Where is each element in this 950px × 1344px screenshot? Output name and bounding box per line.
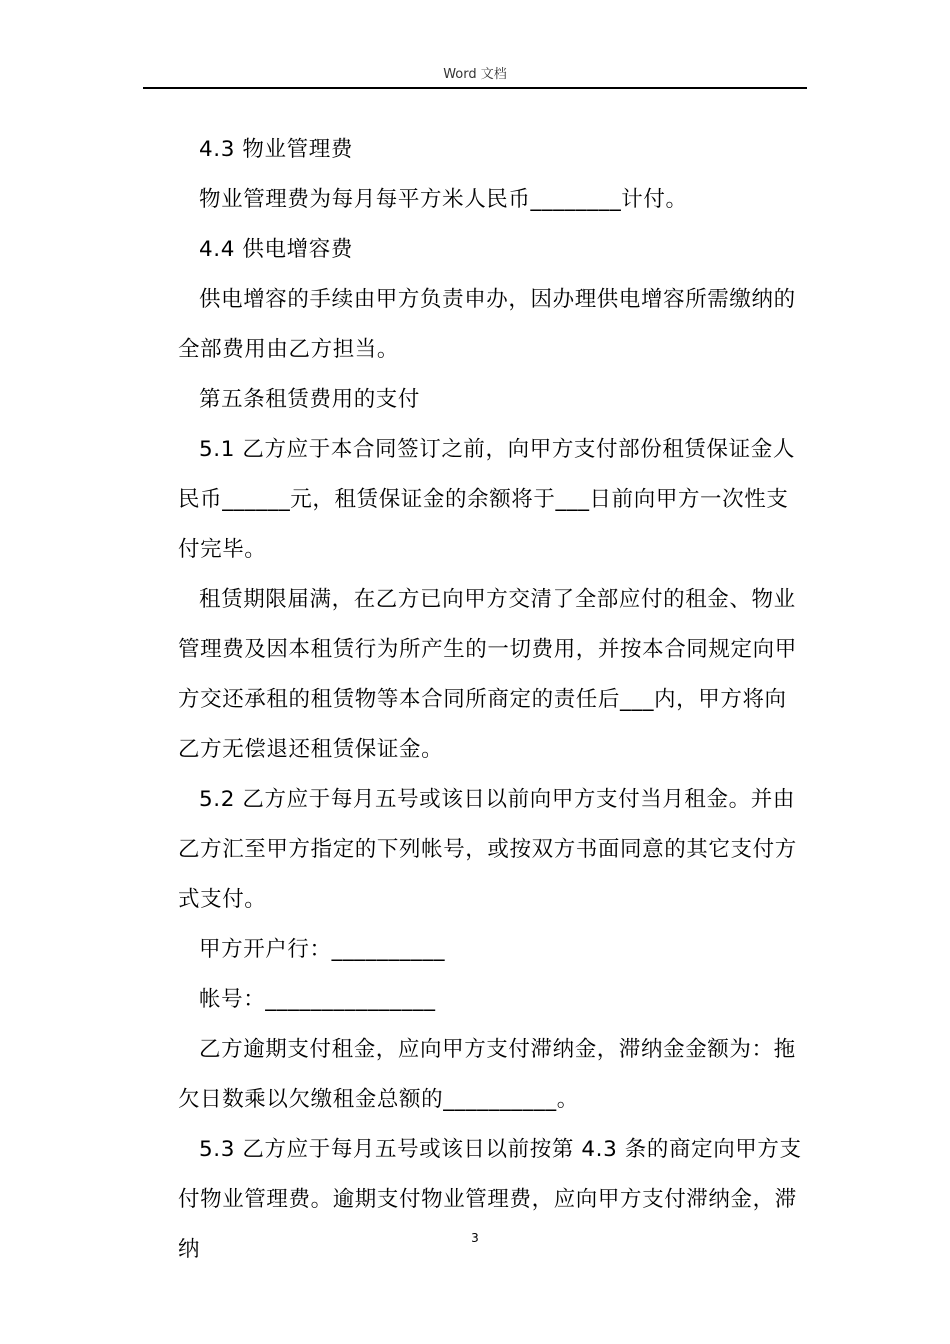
article-heading-5: 第五条租赁费用的支付 xyxy=(199,387,421,412)
header-divider xyxy=(143,87,807,89)
paragraph-power-capacity: 供电增容的手续由甲方负责申办，因办理供电增容所需缴纳的全部费用由乙方担当。 xyxy=(178,287,796,362)
section-heading-4-3: 4.3 物业管理费 xyxy=(199,137,353,162)
paragraph-5-3: 5.3 乙方应于每月五号或该日以前按第 4.3 条的商定向甲方支付物业管理费。逾期支付物业管理费，应向甲方支付滞纳金，滞纳 xyxy=(178,1137,802,1262)
paragraph-late-fee: 乙方逾期支付租金，应向甲方支付滞纳金，滞纳金金额为：拖欠日数乘以欠缴租金总额的__________。 xyxy=(178,1037,796,1112)
paragraph-property-fee: 物业管理费为每月每平方米人民币________计付。 xyxy=(199,187,688,212)
document-body xyxy=(178,125,808,1275)
paragraph-deposit-refund: 租赁期限届满，在乙方已向甲方交清了全部应付的租金、物业管理费及因本租赁行为所产生的一切费用，并按本合同规定向甲方交还承租的租赁物等本合同所商定的责任后___内，甲方将向乙方无偿退还租赁保证金。 xyxy=(178,587,797,762)
paragraph-5-2: 5.2 乙方应于每月五号或该日以前向甲方支付当月租金。并由乙方汇至甲方指定的下列帐号，或按双方书面同意的其它支付方式支付。 xyxy=(178,787,797,912)
paragraph-bank: 甲方开户行：__________ xyxy=(199,937,446,962)
paragraph-5-1: 5.1 乙方应于本合同签订之前，向甲方支付部份租赁保证金人民币______元，租赁保证金的余额将于___日前向甲方一次性支付完毕。 xyxy=(178,437,795,562)
page-header: Word 文档 xyxy=(443,67,507,82)
paragraph-account: 帐号：_______________ xyxy=(199,987,436,1012)
page-number: 3 xyxy=(471,1231,479,1245)
section-heading-4-4: 4.4 供电增容费 xyxy=(199,237,353,262)
